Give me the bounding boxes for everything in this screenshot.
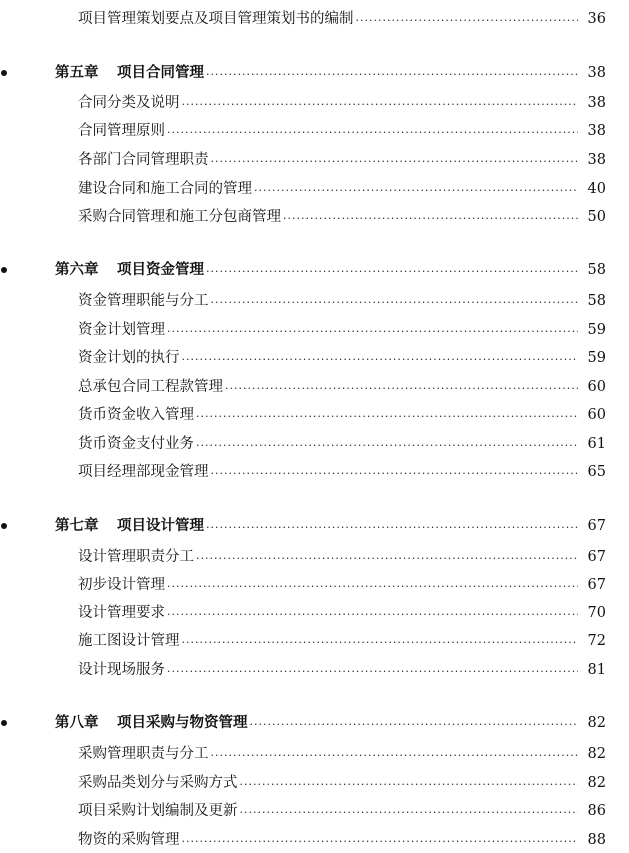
chapter-number: 第六章 bbox=[55, 261, 99, 278]
dot-leader bbox=[240, 802, 579, 824]
toc-entry[interactable] bbox=[0, 602, 629, 624]
entry-title: 各部门合同管理职责 bbox=[78, 152, 209, 168]
toc-entry[interactable] bbox=[0, 178, 629, 200]
toc-entry[interactable] bbox=[0, 8, 629, 30]
page-number: 82 bbox=[587, 715, 606, 731]
dot-leader bbox=[167, 661, 578, 683]
bullet-icon bbox=[0, 70, 45, 76]
dot-leader bbox=[225, 378, 578, 400]
bullet-dot-icon bbox=[1, 720, 7, 726]
entry-title: 资金计划的执行 bbox=[78, 350, 180, 366]
toc-entry[interactable] bbox=[0, 433, 629, 455]
dot-leader bbox=[167, 576, 578, 598]
page-number: 58 bbox=[587, 293, 606, 309]
dot-leader bbox=[211, 292, 579, 314]
toc-entry[interactable] bbox=[0, 290, 629, 312]
page-number: 67 bbox=[587, 518, 606, 534]
dot-leader bbox=[182, 831, 579, 853]
toc-chapter-heading[interactable] bbox=[0, 259, 629, 281]
chapter-title: 项目设计管理 bbox=[117, 517, 204, 534]
toc-entry[interactable] bbox=[0, 92, 629, 114]
page-number: 36 bbox=[587, 11, 606, 27]
page-number: 59 bbox=[587, 322, 606, 338]
entry-title: 合同管理原则 bbox=[78, 123, 165, 139]
page-number: 70 bbox=[587, 605, 606, 621]
toc-entry[interactable] bbox=[0, 347, 629, 369]
dot-leader bbox=[196, 435, 578, 457]
entry-title: 资金管理职能与分工 bbox=[78, 293, 209, 309]
page-number: 88 bbox=[587, 832, 606, 848]
page-number: 38 bbox=[587, 152, 606, 168]
toc-entry[interactable] bbox=[0, 800, 629, 822]
toc-entry[interactable] bbox=[0, 319, 629, 341]
page-number: 86 bbox=[587, 803, 606, 819]
entry-title: 货币资金收入管理 bbox=[78, 407, 194, 423]
toc-entry[interactable] bbox=[0, 206, 629, 228]
entry-title: 建设合同和施工合同的管理 bbox=[78, 181, 252, 197]
dot-leader bbox=[206, 261, 578, 283]
chapter-title: 项目合同管理 bbox=[117, 64, 204, 81]
chapter-number: 第八章 bbox=[55, 714, 99, 731]
dot-leader bbox=[196, 406, 578, 428]
entry-title: 物资的采购管理 bbox=[78, 832, 180, 848]
page-number: 59 bbox=[587, 350, 606, 366]
toc-chapter-heading[interactable] bbox=[0, 712, 629, 734]
page-number: 38 bbox=[587, 123, 606, 139]
entry-title: 采购合同管理和施工分包商管理 bbox=[78, 209, 281, 225]
toc-entry[interactable] bbox=[0, 546, 629, 568]
page-number: 65 bbox=[587, 464, 606, 480]
entry-title: 采购品类划分与采购方式 bbox=[78, 775, 238, 791]
page-number: 38 bbox=[587, 65, 606, 81]
bullet-icon bbox=[0, 720, 45, 726]
page-number: 81 bbox=[587, 662, 606, 678]
entry-title: 项目管理策划要点及项目管理策划书的编制 bbox=[78, 11, 354, 27]
dot-leader bbox=[283, 208, 578, 230]
dot-leader bbox=[211, 151, 579, 173]
page-number: 61 bbox=[587, 436, 606, 452]
toc-entry[interactable] bbox=[0, 743, 629, 765]
page-number: 40 bbox=[587, 181, 606, 197]
dot-leader bbox=[211, 745, 579, 767]
entry-title: 采购管理职责与分工 bbox=[78, 746, 209, 762]
entry-title: 设计现场服务 bbox=[78, 662, 165, 678]
toc-entry[interactable] bbox=[0, 461, 629, 483]
toc-entry[interactable] bbox=[0, 574, 629, 596]
dot-leader bbox=[254, 180, 578, 202]
dot-leader bbox=[182, 632, 579, 654]
dot-leader bbox=[167, 321, 578, 343]
page-number: 60 bbox=[587, 379, 606, 395]
dot-leader bbox=[356, 10, 579, 32]
entry-title: 资金计划管理 bbox=[78, 322, 165, 338]
toc-entry[interactable] bbox=[0, 659, 629, 681]
dot-leader bbox=[206, 64, 578, 86]
bullet-dot-icon bbox=[1, 70, 7, 76]
page-number: 82 bbox=[587, 775, 606, 791]
entry-title: 项目采购计划编制及更新 bbox=[78, 803, 238, 819]
page-number: 72 bbox=[587, 633, 606, 649]
dot-leader bbox=[250, 714, 579, 736]
entry-title: 合同分类及说明 bbox=[78, 95, 180, 111]
page-number: 58 bbox=[587, 262, 606, 278]
entry-title: 施工图设计管理 bbox=[78, 633, 180, 649]
chapter-number: 第七章 bbox=[55, 517, 99, 534]
toc-chapter-heading[interactable] bbox=[0, 62, 629, 84]
toc-entry[interactable] bbox=[0, 829, 629, 851]
dot-leader bbox=[196, 548, 578, 570]
chapter-number: 第五章 bbox=[55, 64, 99, 81]
dot-leader bbox=[211, 463, 579, 485]
entry-title: 初步设计管理 bbox=[78, 577, 165, 593]
entry-title: 货币资金支付业务 bbox=[78, 436, 194, 452]
bullet-icon bbox=[0, 267, 45, 273]
page-number: 67 bbox=[587, 577, 606, 593]
entry-title: 设计管理职责分工 bbox=[78, 549, 194, 565]
entry-title: 项目经理部现金管理 bbox=[78, 464, 209, 480]
dot-leader bbox=[167, 122, 578, 144]
page-number: 38 bbox=[587, 95, 606, 111]
dot-leader bbox=[182, 349, 579, 371]
dot-leader bbox=[206, 517, 578, 539]
bullet-dot-icon bbox=[1, 267, 7, 273]
toc-entry[interactable] bbox=[0, 376, 629, 398]
dot-leader bbox=[167, 604, 578, 626]
toc-entry[interactable] bbox=[0, 120, 629, 142]
page-number: 50 bbox=[587, 209, 606, 225]
toc-entry[interactable] bbox=[0, 772, 629, 794]
toc-entry[interactable] bbox=[0, 404, 629, 426]
dot-leader bbox=[182, 94, 579, 116]
entry-title: 总承包合同工程款管理 bbox=[78, 379, 223, 395]
page-number: 60 bbox=[587, 407, 606, 423]
chapter-title: 项目资金管理 bbox=[117, 261, 204, 278]
entry-title: 设计管理要求 bbox=[78, 605, 165, 621]
toc-chapter-heading[interactable] bbox=[0, 515, 629, 537]
bullet-icon bbox=[0, 523, 45, 529]
toc-entry[interactable] bbox=[0, 149, 629, 171]
toc-entry[interactable] bbox=[0, 630, 629, 652]
page-number: 82 bbox=[587, 746, 606, 762]
page-number: 67 bbox=[587, 549, 606, 565]
chapter-title: 项目采购与物资管理 bbox=[117, 714, 248, 731]
bullet-dot-icon bbox=[1, 523, 7, 529]
dot-leader bbox=[240, 774, 579, 796]
